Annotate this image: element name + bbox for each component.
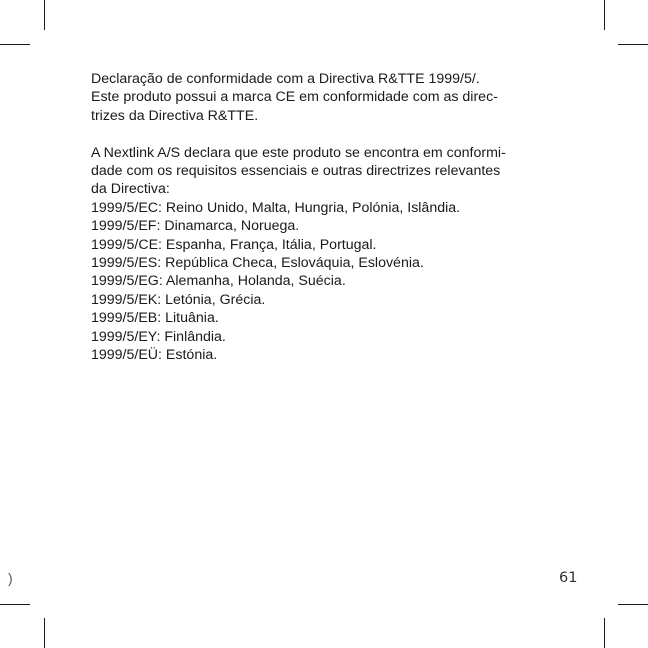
country-line: 1999/5/ES: República Checa, Eslováquia, Eslovénia. — [91, 255, 424, 272]
crop-mark-bottom-left-vertical — [44, 618, 45, 648]
side-mark: ) — [8, 570, 13, 586]
statement-line: da Directiva: — [91, 181, 170, 198]
crop-mark-bottom-right-vertical — [604, 618, 605, 648]
crop-mark-top-right-horizontal — [618, 44, 648, 45]
crop-mark-top-left-vertical — [44, 0, 45, 30]
country-line: 1999/5/CE: Espanha, França, Itália, Portugal. — [91, 236, 377, 253]
crop-mark-bottom-right-horizontal — [618, 604, 648, 605]
country-line: 1999/5/EC: Reino Unido, Malta, Hungria, Polónia, Islândia. — [91, 199, 461, 216]
country-line: 1999/5/EK: Letónia, Grécia. — [91, 291, 266, 308]
country-line: 1999/5/EF: Dinamarca, Noruega. — [91, 218, 300, 235]
crop-mark-bottom-left-horizontal — [0, 604, 30, 605]
crop-mark-top-right-vertical — [604, 0, 605, 30]
country-line: 1999/5/EB: Lituânia. — [91, 310, 219, 327]
intro-paragraph — [91, 70, 571, 125]
intro-line: Este produto possui a marca CE em conformidade com as direc- — [91, 89, 498, 106]
crop-mark-top-left-horizontal — [0, 44, 30, 45]
page-number: 61 — [559, 570, 578, 586]
intro-line: Declaração de conformidade com a Directiva R&TTE 1999/5/. — [91, 71, 480, 87]
statement-line: A Nextlink A/S declara que este produto se encontra em conformi- — [91, 144, 506, 161]
country-line: 1999/5/EG: Alemanha, Holanda, Suécia. — [91, 273, 346, 290]
statement-paragraph — [91, 144, 571, 365]
statement-line: dade com os requisitos essenciais e outras directrizes relevantes — [91, 163, 501, 180]
country-line: 1999/5/EY: Finlândia. — [91, 328, 226, 345]
country-line: 1999/5/EÜ: Estónia. — [91, 347, 218, 364]
intro-line: trizes da Directiva R&TTE. — [91, 107, 259, 124]
declaration-text — [91, 70, 571, 364]
